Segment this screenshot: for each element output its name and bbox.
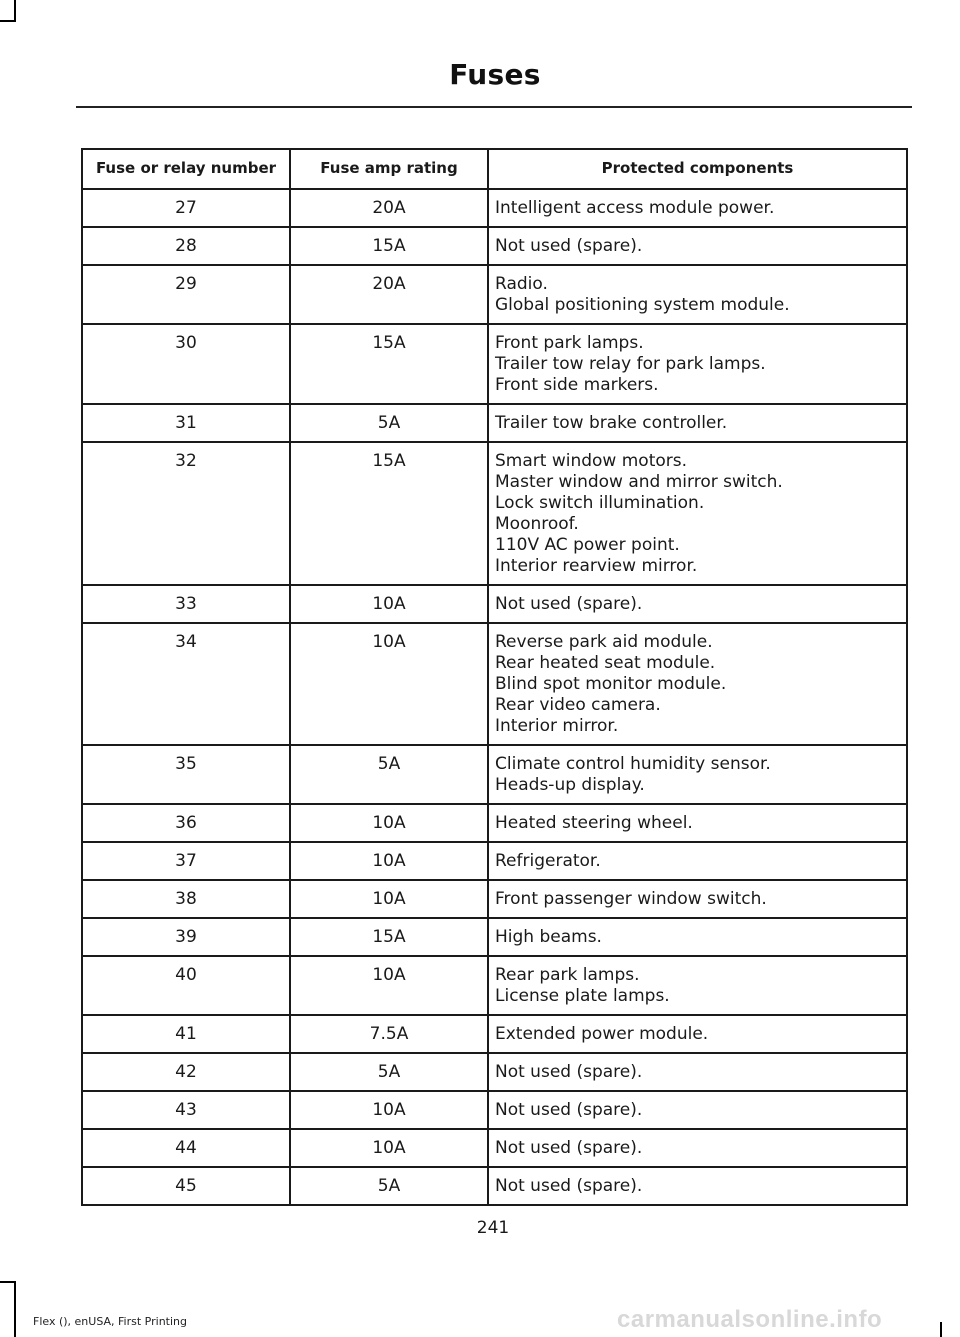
component-line: Global positioning system module. — [495, 295, 790, 315]
component-line: Smart window motors. — [495, 451, 688, 471]
table-row — [82, 623, 907, 745]
fuse-number-cell: 43 — [82, 1091, 290, 1129]
component-line: Not used (spare). — [495, 1100, 643, 1120]
fuse-number-cell: 39 — [82, 918, 290, 956]
crop-mark-bottom-left — [14, 1281, 16, 1337]
component-line: Not used (spare). — [495, 1138, 643, 1158]
crop-mark-top-left — [14, 0, 16, 22]
fuse-table — [81, 148, 908, 1206]
fuse-number-cell: 36 — [82, 804, 290, 842]
component-line: Front park lamps. — [495, 333, 644, 353]
fuse-number-cell: 45 — [82, 1167, 290, 1205]
amp-rating-cell: 20A — [290, 265, 488, 324]
component-line: Blind spot monitor module. — [495, 674, 727, 694]
protected-components-cell — [488, 324, 907, 404]
fuse-number-cell: 41 — [82, 1015, 290, 1053]
table-row — [82, 745, 907, 804]
protected-components-cell — [488, 585, 907, 623]
component-line: License plate lamps. — [495, 986, 670, 1006]
footer-edition: Flex (), enUSA, First Printing — [33, 1315, 187, 1328]
protected-components-cell — [488, 1167, 907, 1205]
component-line: Not used (spare). — [495, 1062, 643, 1082]
page-number: 241 — [476, 1218, 510, 1238]
component-line: Climate control humidity sensor. — [495, 754, 771, 774]
component-line: Heads-up display. — [495, 775, 645, 795]
component-line: Master window and mirror switch. — [495, 472, 783, 492]
protected-components-cell — [488, 1015, 907, 1053]
fuse-number-cell: 27 — [82, 189, 290, 227]
component-line: Rear park lamps. — [495, 965, 640, 985]
fuse-number-cell: 31 — [82, 404, 290, 442]
component-line: High beams. — [495, 927, 602, 947]
amp-rating-cell: 10A — [290, 956, 488, 1015]
component-line: Lock switch illumination. — [495, 493, 705, 513]
protected-components-cell — [488, 623, 907, 745]
table-row — [82, 324, 907, 404]
fuse-number-cell: 37 — [82, 842, 290, 880]
header-fuse-number: Fuse or relay number — [82, 149, 290, 189]
fuse-number-cell: 28 — [82, 227, 290, 265]
fuse-number-cell: 30 — [82, 324, 290, 404]
amp-rating-cell: 10A — [290, 1129, 488, 1167]
component-line: Rear heated seat module. — [495, 653, 716, 673]
component-line: Moonroof. — [495, 514, 579, 534]
table-row — [82, 189, 907, 227]
component-line: Trailer tow relay for park lamps. — [495, 354, 766, 374]
amp-rating-cell: 15A — [290, 442, 488, 585]
table-body — [82, 189, 907, 1205]
crop-mark-bottom-right — [940, 1322, 942, 1337]
protected-components-cell — [488, 745, 907, 804]
protected-components-cell — [488, 1091, 907, 1129]
component-line: Refrigerator. — [495, 851, 601, 871]
protected-components-cell — [488, 442, 907, 585]
table-row — [82, 1053, 907, 1091]
table-header-row — [82, 149, 907, 189]
protected-components-cell — [488, 956, 907, 1015]
component-line: Front side markers. — [495, 375, 659, 395]
protected-components-cell — [488, 1129, 907, 1167]
table-row — [82, 404, 907, 442]
amp-rating-cell: 15A — [290, 227, 488, 265]
protected-components-cell — [488, 227, 907, 265]
protected-components-cell — [488, 404, 907, 442]
component-line: Reverse park aid module. — [495, 632, 713, 652]
amp-rating-cell: 10A — [290, 842, 488, 880]
component-line: Intelligent access module power. — [495, 198, 775, 218]
amp-rating-cell: 10A — [290, 585, 488, 623]
amp-rating-cell: 15A — [290, 324, 488, 404]
protected-components-cell — [488, 880, 907, 918]
component-line: Radio. — [495, 274, 548, 294]
crop-mark-left — [0, 20, 14, 22]
page-title: Fuses — [449, 58, 541, 91]
component-line: Heated steering wheel. — [495, 813, 693, 833]
component-line: Interior rearview mirror. — [495, 556, 698, 576]
table-row — [82, 1015, 907, 1053]
table-row — [82, 880, 907, 918]
amp-rating-cell: 15A — [290, 918, 488, 956]
component-line: Not used (spare). — [495, 594, 643, 614]
table-row — [82, 1091, 907, 1129]
amp-rating-cell: 5A — [290, 745, 488, 804]
crop-mark-bottom-left-h — [0, 1281, 14, 1283]
fuse-number-cell: 44 — [82, 1129, 290, 1167]
table-row — [82, 585, 907, 623]
table-row — [82, 918, 907, 956]
header-amp-rating: Fuse amp rating — [290, 149, 488, 189]
amp-rating-cell: 7.5A — [290, 1015, 488, 1053]
protected-components-cell — [488, 1053, 907, 1091]
component-line: Not used (spare). — [495, 236, 643, 256]
amp-rating-cell: 5A — [290, 1053, 488, 1091]
amp-rating-cell: 5A — [290, 404, 488, 442]
watermark: carmanualsonline.info — [617, 1306, 883, 1333]
protected-components-cell — [488, 842, 907, 880]
amp-rating-cell: 20A — [290, 189, 488, 227]
fuse-number-cell: 34 — [82, 623, 290, 745]
component-line: 110V AC power point. — [495, 535, 680, 555]
protected-components-cell — [488, 189, 907, 227]
component-line: Not used (spare). — [495, 1176, 643, 1196]
fuse-number-cell: 32 — [82, 442, 290, 585]
amp-rating-cell: 10A — [290, 880, 488, 918]
fuse-number-cell: 40 — [82, 956, 290, 1015]
component-line: Extended power module. — [495, 1024, 709, 1044]
table-row — [82, 227, 907, 265]
amp-rating-cell: 10A — [290, 623, 488, 745]
component-line: Trailer tow brake controller. — [495, 413, 728, 433]
amp-rating-cell: 10A — [290, 1091, 488, 1129]
table-row — [82, 265, 907, 324]
protected-components-cell — [488, 265, 907, 324]
protected-components-cell — [488, 804, 907, 842]
table-row — [82, 442, 907, 585]
table-row — [82, 1167, 907, 1205]
header-protected-components: Protected components — [488, 149, 907, 189]
amp-rating-cell: 5A — [290, 1167, 488, 1205]
title-rule — [76, 106, 912, 108]
table-row — [82, 804, 907, 842]
fuse-number-cell: 33 — [82, 585, 290, 623]
fuse-number-cell: 42 — [82, 1053, 290, 1091]
protected-components-cell — [488, 918, 907, 956]
component-line: Rear video camera. — [495, 695, 661, 715]
fuse-number-cell: 29 — [82, 265, 290, 324]
table-row — [82, 1129, 907, 1167]
fuse-number-cell: 38 — [82, 880, 290, 918]
component-line: Interior mirror. — [495, 716, 619, 736]
fuse-number-cell: 35 — [82, 745, 290, 804]
amp-rating-cell: 10A — [290, 804, 488, 842]
table-row — [82, 842, 907, 880]
table-row — [82, 956, 907, 1015]
component-line: Front passenger window switch. — [495, 889, 767, 909]
